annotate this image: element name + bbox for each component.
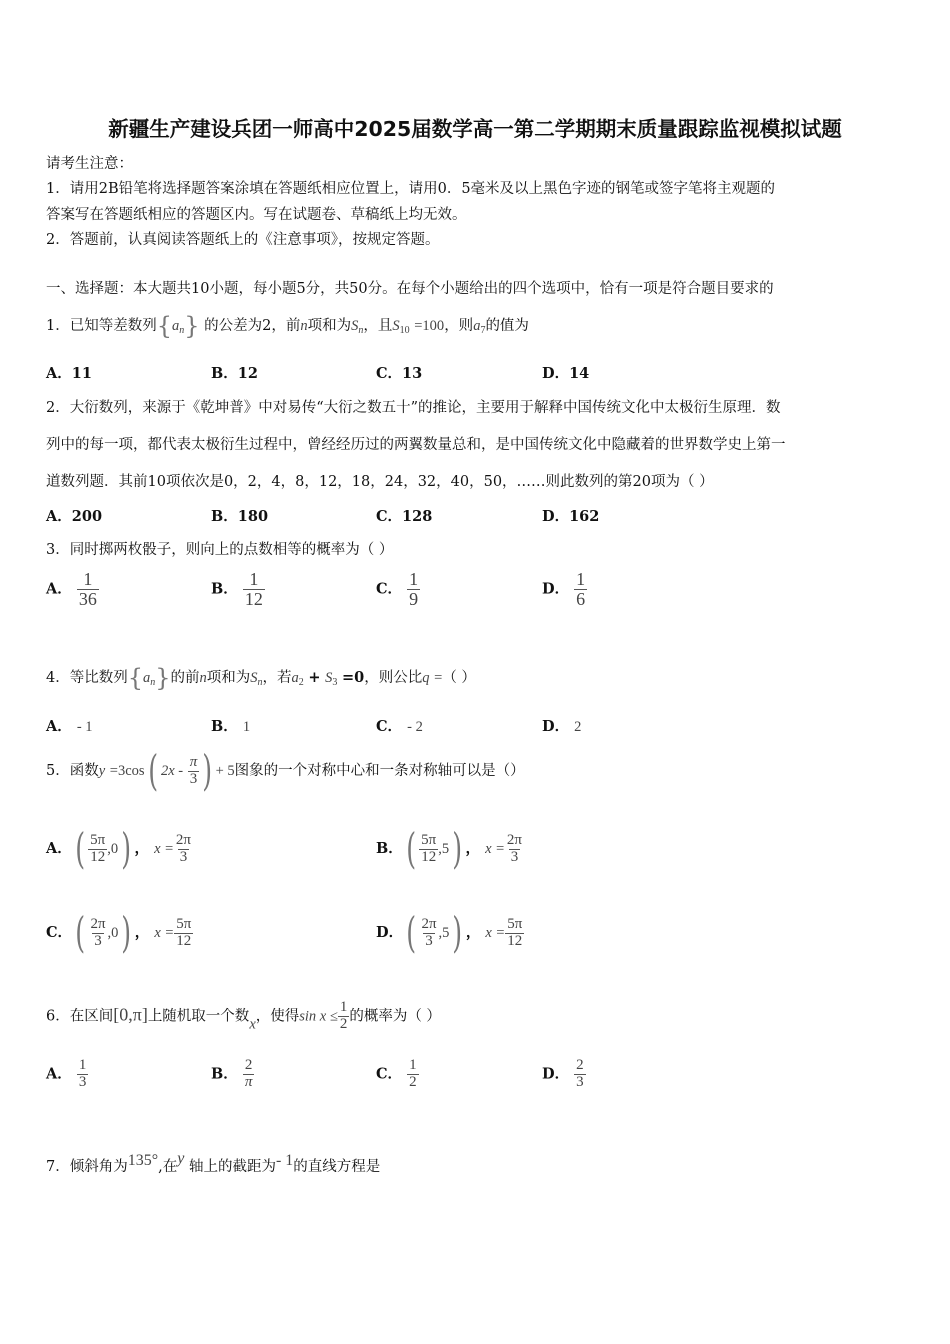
q6-option-a[interactable]: A． $\frac{1}{3}$	[46, 1057, 87, 1090]
q6-half-num: 1	[339, 999, 348, 1015]
q4-sn: S	[250, 670, 258, 686]
q6-option-d[interactable]: D． $\frac{2}{3}$	[542, 1057, 584, 1090]
q5-inner: 2x -	[160, 763, 184, 779]
q5-option-d[interactable]: D．( $\frac{2\pi}{3}$ ,5) ， x = $\frac{5\pi}{12}$	[376, 908, 523, 957]
notice-heading: 请考生注意：	[46, 156, 133, 172]
q4-s3: S	[325, 670, 333, 686]
q6-text-1: 6．在区间	[46, 1008, 114, 1025]
q2-option-c[interactable]: C．128	[376, 508, 433, 525]
q1-text-6: 的值为	[485, 318, 529, 334]
q1-s10-sub: 10	[399, 325, 410, 336]
q7-minus1: - 1	[275, 1152, 294, 1169]
q6-text-3: ，使得	[255, 1008, 300, 1025]
q4-s3-sub: 3	[332, 677, 338, 688]
q6-sinx: sin x ≤	[299, 1008, 338, 1025]
q4-a2-sub: 2	[298, 677, 304, 688]
q5-eq3cos: =3cos	[109, 763, 145, 779]
q1-sn: S	[351, 318, 359, 334]
q5-text-2: 图象的一个对称中心和一条对称轴可以是（）	[234, 763, 525, 779]
notice-item-1-line-2: 答案写在答题纸相应的答题区内。写在试题卷、草稿纸上均无效。	[46, 207, 467, 223]
q6-text-4: 的概率为（ ）	[349, 1008, 441, 1025]
q1-text-4: ，且	[363, 318, 393, 334]
q4-option-d[interactable]: D． 2	[542, 718, 582, 735]
q1-option-b[interactable]: B．12	[211, 365, 258, 382]
q3-option-c[interactable]: C． $\frac{1}{9}$	[376, 569, 419, 609]
question-4: 4．等比数列$\{a_n\}$的前n项和为$S_n$，若$a_2 + S_3 =0$，则公比q =（ ）	[46, 664, 476, 692]
q4-option-c[interactable]: C． - 2	[376, 718, 423, 735]
q7-text-4: 的直线方程是	[293, 1159, 381, 1175]
q1-text-1: 1．已知等差数列	[46, 318, 157, 334]
q4-an-sub: n	[150, 677, 156, 688]
section-heading: 一、选择题：本大题共10小题，每小题5分，共50分。在每个小题给出的四个选项中，恰有一项是符合题目要求的	[46, 281, 774, 297]
q5-plus5: + 5	[215, 763, 235, 779]
notice-item-1-line-1: 1．请用2B铅笔将选择题答案涂填在答题纸相应位置上，请用0．5毫米及以上黑色字迹的钢笔或签字笔将主观题的	[46, 181, 776, 197]
q4-text-4: ，若	[262, 670, 292, 686]
q1-s10: S	[392, 318, 400, 334]
q1-text-5: ，则	[444, 318, 474, 334]
q1-text-3: 项和为	[307, 318, 352, 334]
q3-option-b[interactable]: B． $\frac{1}{12}$	[211, 569, 263, 609]
q5-y: y	[98, 763, 106, 779]
q1-a7: a	[473, 318, 481, 334]
q1-a7-sub: 7	[480, 325, 486, 336]
q6-option-c[interactable]: C． $\frac{1}{2}$	[376, 1057, 417, 1090]
q6-interval: [0,π]	[113, 1004, 148, 1025]
q5-pi: π	[189, 753, 198, 770]
q5-option-a[interactable]: A．( $\frac{5\pi}{12}$ ,0) ， x = $\frac{2\pi}{3}$	[46, 824, 191, 873]
question-6	[46, 1000, 441, 1033]
q5-option-b[interactable]: B．( $\frac{5\pi}{12}$ ,5) ， x = $\frac{2\pi}{3}$	[376, 824, 522, 873]
q4-sn-sub: n	[257, 677, 263, 688]
q4-option-b[interactable]: B． 1	[211, 718, 251, 735]
q1-sn-sub: n	[358, 325, 364, 336]
q1-an-sub: n	[179, 325, 185, 336]
q2-option-a[interactable]: A．200	[46, 508, 103, 525]
q2-option-b[interactable]: B．180	[211, 508, 269, 525]
q7-text-3: 轴上的截距为	[188, 1159, 276, 1175]
q4-a2: a	[291, 670, 299, 686]
q2-line-1: 2．大衍数列，来源于《乾坤普》中对易传“大衍之数五十”的推论，主要用于解释中国传统文化中太极衍生原理．数	[46, 400, 781, 416]
question-7	[46, 1150, 380, 1176]
q7-text-2: ,在	[158, 1159, 178, 1175]
q4-option-a[interactable]: A． - 1	[46, 718, 93, 735]
q3-option-a[interactable]: A． $\frac{1}{36}$	[46, 569, 97, 609]
q4-text-1: 4．等比数列	[46, 670, 128, 686]
q4-text-6: （ ）	[442, 670, 476, 686]
q4-eq0: =0	[342, 669, 365, 686]
q4-q: q	[422, 670, 430, 686]
q6-text-2: 上随机取一个数	[147, 1008, 250, 1025]
q1-text-2: 的公差为2，前	[204, 318, 301, 334]
q2-line-3: 道数列题．其前10项依次是0，2，4，8，12，18，24，32，40，50，……则此数列的第20项为（ ）	[46, 474, 714, 490]
q4-plus: +	[308, 669, 321, 686]
q4-text-2: 的前	[170, 670, 200, 686]
q2-option-d[interactable]: D．162	[542, 508, 600, 525]
q4-an: a	[143, 670, 151, 686]
exam-title: 新疆生产建设兵团一师高中2025届数学高一第二学期期末质量跟踪监视模拟试题	[108, 117, 842, 141]
q6-x: x	[249, 1016, 256, 1033]
q7-angle: 135°	[127, 1152, 159, 1169]
question-5: 5．函数y =3cos( 2x - $\frac{\pi}{3}$ ) + 5图象的一个对称中心和一条对称轴可以是（）	[46, 746, 525, 795]
q7-y: y	[177, 1150, 185, 1167]
q6-option-b[interactable]: B． $\frac{2}{\pi}$	[211, 1057, 253, 1090]
q1-eq: =100	[414, 318, 445, 334]
q4-text-5: ，则公比	[364, 670, 423, 686]
q1-option-c[interactable]: C．13	[376, 365, 423, 382]
q4-n: n	[199, 670, 207, 686]
q3-option-d[interactable]: D． $\frac{1}{6}$	[542, 569, 586, 609]
q1-option-a[interactable]: A．11	[46, 365, 92, 382]
q1-option-d[interactable]: D．14	[542, 365, 590, 382]
q1-an: a	[172, 318, 180, 334]
q4-eq: =	[434, 670, 443, 686]
q4-text-3: 项和为	[206, 670, 251, 686]
q5-option-c[interactable]: C．( $\frac{2\pi}{3}$ ,0) ， x = $\frac{5\pi}{12}$	[46, 908, 192, 957]
q6-half-den: 2	[339, 1015, 348, 1032]
q3-text: 3．同时掷两枚骰子，则向上的点数相等的概率为（ ）	[46, 542, 394, 558]
q5-den: 3	[189, 770, 198, 787]
q2-line-2: 列中的每一项，都代表太极衍生过程中，曾经经历过的两翼数量总和，是中国传统文化中隐藏着的世界数学史上第一	[46, 437, 786, 453]
q5-text-1: 5．函数	[46, 763, 99, 779]
q1-n: n	[300, 318, 308, 334]
question-1: 1．已知等差数列$\{a_n\}$ 的公差为2，前n项和为$S_n$，且$S_{10} =100$，则$a_7$的值为	[46, 312, 529, 340]
q7-text-1: 7．倾斜角为	[46, 1159, 128, 1175]
notice-item-2: 2．答题前，认真阅读答题纸上的《注意事项》，按规定答题。	[46, 232, 440, 248]
